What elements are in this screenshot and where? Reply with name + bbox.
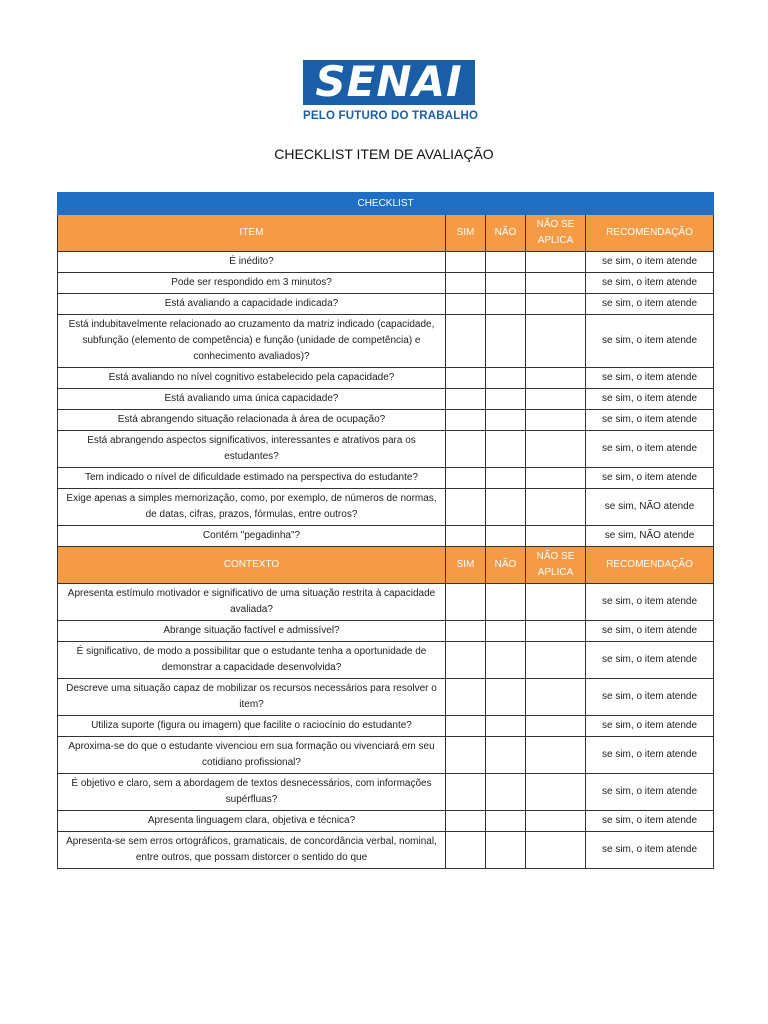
table-row (58, 642, 714, 679)
recommendation-cell: se sim, o item atende (586, 315, 714, 368)
nao-checkbox-cell[interactable] (486, 368, 526, 389)
nao-checkbox-cell[interactable] (486, 679, 526, 716)
recommendation-cell: se sim, o item atende (586, 811, 714, 832)
sim-checkbox-cell[interactable] (446, 468, 486, 489)
recommendation-cell: se sim, o item atende (586, 774, 714, 811)
sim-checkbox-cell[interactable] (446, 737, 486, 774)
table-row (58, 526, 714, 547)
question-cell: Está avaliando uma única capacidade? (58, 389, 446, 410)
nao-se-aplica-column-header: NÃO SE APLICA (526, 215, 586, 252)
nao-se-aplica-checkbox-cell[interactable] (526, 811, 586, 832)
recommendation-cell: se sim, o item atende (586, 410, 714, 431)
checklist-header-row (58, 193, 714, 215)
senai-logo (303, 60, 479, 122)
nao-se-aplica-checkbox-cell[interactable] (526, 389, 586, 410)
recomendacao-column-header: RECOMENDAÇÃO (586, 215, 714, 252)
nao-checkbox-cell[interactable] (486, 252, 526, 273)
sim-checkbox-cell[interactable] (446, 584, 486, 621)
nao-checkbox-cell[interactable] (486, 642, 526, 679)
nao-checkbox-cell[interactable] (486, 389, 526, 410)
question-cell: Apresenta estímulo motivador e significativo de uma situação restrita à capacidade avaliada? (58, 584, 446, 621)
recommendation-cell: se sim, o item atende (586, 389, 714, 410)
nao-se-aplica-checkbox-cell[interactable] (526, 431, 586, 468)
document-title: CHECKLIST ITEM DE AVALIAÇÃO (274, 146, 494, 162)
recommendation-cell: se sim, o item atende (586, 832, 714, 869)
nao-se-aplica-column-header: NÃO SE APLICA (526, 547, 586, 584)
recommendation-cell: se sim, o item atende (586, 642, 714, 679)
question-cell: Está abrangendo aspectos significativos, interessantes e atrativos para os estudantes? (58, 431, 446, 468)
nao-checkbox-cell[interactable] (486, 468, 526, 489)
nao-se-aplica-checkbox-cell[interactable] (526, 489, 586, 526)
recommendation-cell: se sim, o item atende (586, 294, 714, 315)
sim-checkbox-cell[interactable] (446, 368, 486, 389)
nao-column-header: NÃO (486, 547, 526, 584)
nao-checkbox-cell[interactable] (486, 431, 526, 468)
recommendation-cell: se sim, o item atende (586, 252, 714, 273)
nao-se-aplica-checkbox-cell[interactable] (526, 774, 586, 811)
recommendation-cell: se sim, o item atende (586, 679, 714, 716)
sim-checkbox-cell[interactable] (446, 431, 486, 468)
sim-checkbox-cell[interactable] (446, 526, 486, 547)
sim-checkbox-cell[interactable] (446, 832, 486, 869)
nao-se-aplica-checkbox-cell[interactable] (526, 294, 586, 315)
question-cell: Descreve uma situação capaz de mobilizar os recursos necessários para resolver o item? (58, 679, 446, 716)
sim-checkbox-cell[interactable] (446, 716, 486, 737)
sim-checkbox-cell[interactable] (446, 774, 486, 811)
nao-checkbox-cell[interactable] (486, 832, 526, 869)
question-cell: Utiliza suporte (figura ou imagem) que facilite o raciocínio do estudante? (58, 716, 446, 737)
nao-se-aplica-checkbox-cell[interactable] (526, 737, 586, 774)
table-row (58, 389, 714, 410)
question-cell: Contém "pegadinha"? (58, 526, 446, 547)
recommendation-cell: se sim, o item atende (586, 468, 714, 489)
checklist-table (57, 192, 714, 869)
sim-checkbox-cell[interactable] (446, 489, 486, 526)
recommendation-cell: se sim, o item atende (586, 368, 714, 389)
sim-checkbox-cell[interactable] (446, 410, 486, 431)
recommendation-cell: se sim, o item atende (586, 621, 714, 642)
table-row (58, 621, 714, 642)
senai-logo-mark (303, 60, 475, 105)
question-cell: Aproxima-se do que o estudante vivenciou em sua formação ou vivenciará em seu cotidiano profissional? (58, 737, 446, 774)
contexto-header-row (58, 547, 714, 584)
table-row (58, 252, 714, 273)
table-row (58, 315, 714, 368)
nao-se-aplica-checkbox-cell[interactable] (526, 368, 586, 389)
nao-checkbox-cell[interactable] (486, 811, 526, 832)
question-cell: Está avaliando a capacidade indicada? (58, 294, 446, 315)
sim-checkbox-cell[interactable] (446, 294, 486, 315)
nao-checkbox-cell[interactable] (486, 294, 526, 315)
table-row (58, 811, 714, 832)
sim-checkbox-cell[interactable] (446, 273, 486, 294)
nao-checkbox-cell[interactable] (486, 621, 526, 642)
nao-checkbox-cell[interactable] (486, 716, 526, 737)
table-row (58, 468, 714, 489)
sim-checkbox-cell[interactable] (446, 811, 486, 832)
recommendation-cell: se sim, o item atende (586, 737, 714, 774)
question-cell: Tem indicado o nível de dificuldade estimado na perspectiva do estudante? (58, 468, 446, 489)
table-row (58, 410, 714, 431)
nao-se-aplica-checkbox-cell[interactable] (526, 679, 586, 716)
question-cell: Apresenta linguagem clara, objetiva e técnica? (58, 811, 446, 832)
sim-checkbox-cell[interactable] (446, 621, 486, 642)
sim-checkbox-cell[interactable] (446, 315, 486, 368)
table-row (58, 368, 714, 389)
nao-se-aplica-checkbox-cell[interactable] (526, 526, 586, 547)
table-row (58, 294, 714, 315)
table-row (58, 737, 714, 774)
table-row (58, 716, 714, 737)
question-cell: É significativo, de modo a possibilitar que o estudante tenha a oportunidade de demonstrar a capacidade desenvolvida? (58, 642, 446, 679)
nao-checkbox-cell[interactable] (486, 737, 526, 774)
nao-se-aplica-checkbox-cell[interactable] (526, 716, 586, 737)
question-cell: Pode ser respondido em 3 minutos? (58, 273, 446, 294)
table-row (58, 832, 714, 869)
recommendation-cell: se sim, o item atende (586, 273, 714, 294)
item-header-row (58, 215, 714, 252)
table-row (58, 489, 714, 526)
sim-column-header: SIM (446, 215, 486, 252)
logo-text: SENAI (315, 60, 463, 105)
sim-checkbox-cell[interactable] (446, 642, 486, 679)
recommendation-cell: se sim, o item atende (586, 584, 714, 621)
recommendation-cell: se sim, NÃO atende (586, 489, 714, 526)
logo-tagline: PELO FUTURO DO TRABALHO (303, 110, 479, 122)
nao-checkbox-cell[interactable] (486, 774, 526, 811)
checklist-header: CHECKLIST (58, 193, 714, 215)
sim-checkbox-cell[interactable] (446, 389, 486, 410)
question-cell: Está indubitavelmente relacionado ao cruzamento da matriz indicado (capacidade, subfunção (elemento de competência) e função (unidade de competência) e conhecimento avaliados)? (58, 315, 446, 368)
nao-checkbox-cell[interactable] (486, 410, 526, 431)
question-cell: É inédito? (58, 252, 446, 273)
nao-se-aplica-checkbox-cell[interactable] (526, 584, 586, 621)
recommendation-cell: se sim, o item atende (586, 431, 714, 468)
nao-se-aplica-checkbox-cell[interactable] (526, 252, 586, 273)
recommendation-cell: se sim, NÃO atende (586, 526, 714, 547)
nao-checkbox-cell[interactable] (486, 489, 526, 526)
nao-se-aplica-checkbox-cell[interactable] (526, 621, 586, 642)
table-row (58, 273, 714, 294)
nao-checkbox-cell[interactable] (486, 584, 526, 621)
table-row (58, 679, 714, 716)
question-cell: Está avaliando no nível cognitivo estabelecido pela capacidade? (58, 368, 446, 389)
nao-se-aplica-checkbox-cell[interactable] (526, 410, 586, 431)
recommendation-cell: se sim, o item atende (586, 716, 714, 737)
nao-column-header: NÃO (486, 215, 526, 252)
nao-checkbox-cell[interactable] (486, 526, 526, 547)
question-cell: Apresenta-se sem erros ortográficos, gramaticais, de concordância verbal, nominal, entre outros, que possam distorcer o sentido do que (58, 832, 446, 869)
nao-se-aplica-checkbox-cell[interactable] (526, 642, 586, 679)
question-cell: Exige apenas a simples memorização, como, por exemplo, de números de normas, de datas, cifras, prazos, fórmulas, entre outros? (58, 489, 446, 526)
recomendacao-column-header: RECOMENDAÇÃO (586, 547, 714, 584)
nao-checkbox-cell[interactable] (486, 273, 526, 294)
nao-se-aplica-checkbox-cell[interactable] (526, 832, 586, 869)
sim-checkbox-cell[interactable] (446, 252, 486, 273)
nao-se-aplica-checkbox-cell[interactable] (526, 273, 586, 294)
table-row (58, 774, 714, 811)
nao-checkbox-cell[interactable] (486, 315, 526, 368)
table-row (58, 584, 714, 621)
nao-se-aplica-checkbox-cell[interactable] (526, 468, 586, 489)
item-column-header: ITEM (58, 215, 446, 252)
sim-column-header: SIM (446, 547, 486, 584)
contexto-column-header: CONTEXTO (58, 547, 446, 584)
question-cell: Abrange situação factível e admissível? (58, 621, 446, 642)
table-row (58, 431, 714, 468)
nao-se-aplica-checkbox-cell[interactable] (526, 315, 586, 368)
question-cell: Está abrangendo situação relacionada à área de ocupação? (58, 410, 446, 431)
sim-checkbox-cell[interactable] (446, 679, 486, 716)
question-cell: É objetivo e claro, sem a abordagem de textos desnecessários, com informações supérfluas? (58, 774, 446, 811)
